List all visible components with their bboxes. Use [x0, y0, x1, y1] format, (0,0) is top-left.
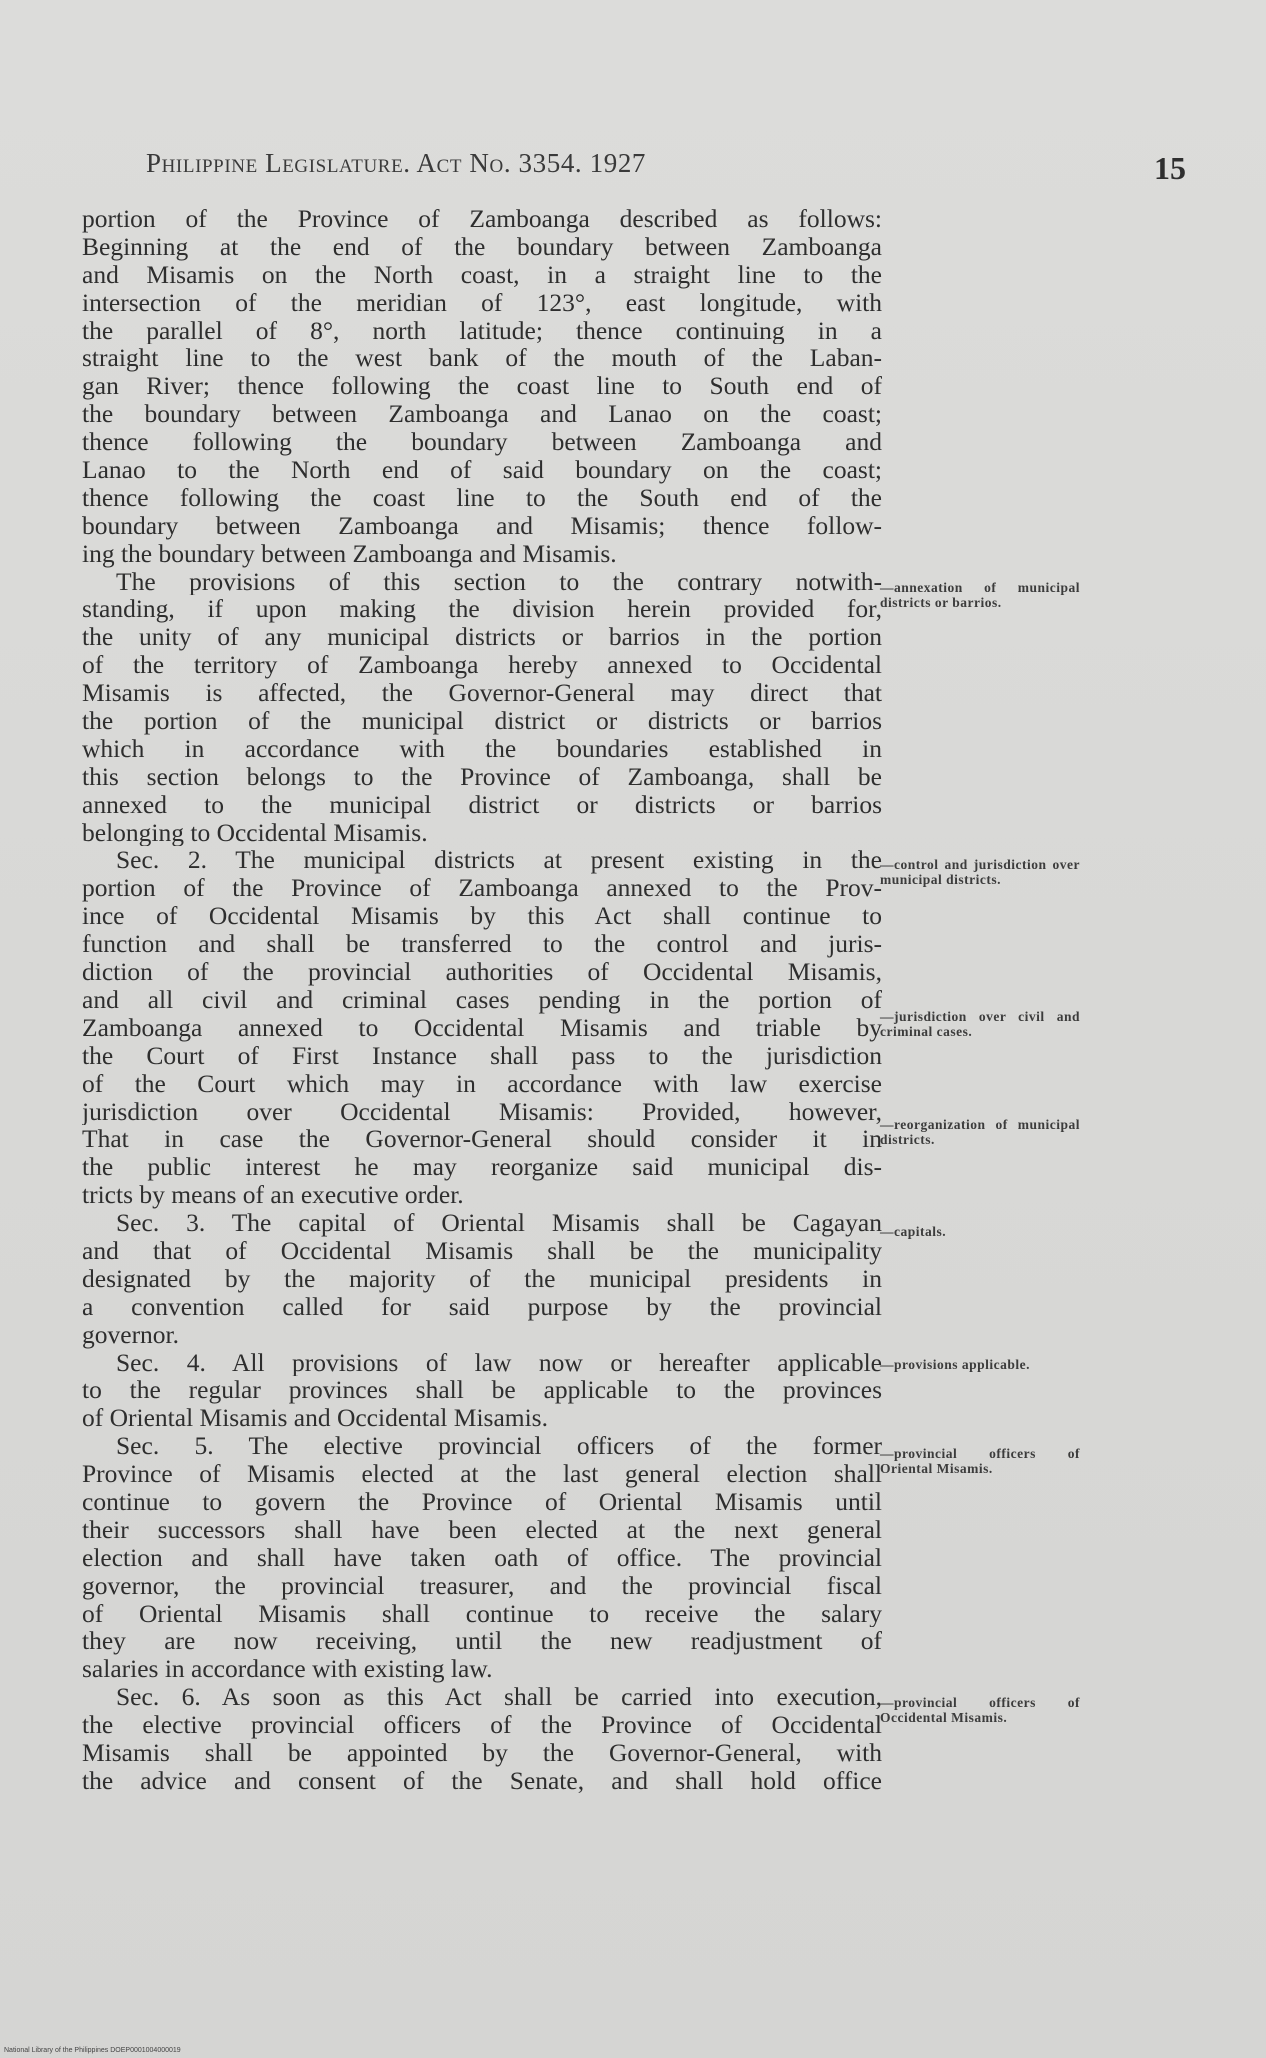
body-text [82, 205, 882, 1795]
text-line: thence following the coast line to the South end of the [82, 483, 882, 512]
scan-footer: National Library of the Philippines DOEP0001004000019 [4, 2047, 181, 2054]
text-line: intersection of the meridian of 123°, east longitude, with [82, 288, 882, 317]
text-line: boundary between Zamboanga and Misamis; thence follow- [82, 511, 882, 540]
text-line: and that of Occidental Misamis shall be the municipality [82, 1236, 882, 1265]
text-line: which in accordance with the boundaries established in [82, 734, 882, 763]
text-line: governor, the provincial treasurer, and the provincial fiscal [82, 1571, 882, 1600]
margin-note: —jurisdiction over civil and criminal cases. [880, 1009, 1080, 1039]
text-line: they are now receiving, until the new readjustment of [82, 1627, 882, 1656]
text-line: their successors shall have been elected at the next general [82, 1515, 882, 1544]
text-line: Sec. 5. The elective provincial officers of the former [116, 1432, 882, 1461]
text-line: The provisions of this section to the contrary notwith- [116, 567, 882, 596]
text-line: the portion of the municipal district or districts or barrios [82, 707, 882, 735]
text-line: salaries in accordance with existing law. [82, 1655, 493, 1684]
text-line: standing, if upon making the division herein provided for, [82, 595, 882, 624]
text-line: designated by the majority of the municipal presidents in [82, 1264, 882, 1293]
text-line: belonging to Occidental Misamis. [82, 818, 428, 847]
text-line: Sec. 3. The capital of Oriental Misamis shall be Cagayan [116, 1209, 882, 1237]
text-line: the public interest he may reorganize said municipal dis- [82, 1153, 882, 1182]
text-line: function and shall be transferred to the control and juris- [82, 930, 882, 959]
text-line: the unity of any municipal districts or barrios in the portion [82, 623, 882, 652]
text-line: Province of Misamis elected at the last general election shall [82, 1460, 882, 1488]
text-line: governor. [82, 1320, 180, 1349]
margin-note: —provisions applicable. [880, 1357, 1031, 1372]
text-line: of Oriental Misamis and Occidental Misamis. [82, 1404, 548, 1433]
margin-note: —annexation of municipal districts or barrios. [880, 580, 1080, 610]
text-line: Lanao to the North end of said boundary on the coast; [82, 456, 882, 484]
text-line: and all civil and criminal cases pending in the portion of [82, 985, 882, 1014]
text-line: portion of the Province of Zamboanga described as follows: [82, 205, 882, 233]
text-line: Zamboanga annexed to Occidental Misamis and triable by [82, 1013, 882, 1042]
text-line: continue to govern the Province of Oriental Misamis until [82, 1487, 882, 1516]
running-header: Philippine Legislature. Act No. 3354. 1927 [146, 148, 647, 178]
text-line: Sec. 4. All provisions of law now or hereafter applicable [116, 1348, 882, 1377]
text-line: Misamis shall be appointed by the Governor-General, with [82, 1738, 882, 1767]
text-line: this section belongs to the Province of Zamboanga, shall be [82, 762, 882, 791]
text-line: That in case the Governor-General should consider it in [82, 1125, 882, 1154]
text-line: ing the boundary between Zamboanga and Misamis. [82, 539, 617, 568]
text-line: of Oriental Misamis shall continue to receive the salary [82, 1599, 882, 1628]
margin-note: —provincial officers of Oriental Misamis. [880, 1446, 1080, 1476]
text-line: the advice and consent of the Senate, and shall hold office [82, 1766, 882, 1795]
text-line: Sec. 2. The municipal districts at present existing in the [116, 846, 882, 875]
text-line: ince of Occidental Misamis by this Act shall continue to [82, 902, 882, 931]
text-line: the Court of First Instance shall pass to the jurisdiction [82, 1041, 882, 1070]
text-line: jurisdiction over Occidental Misamis: Provided, however, [82, 1097, 882, 1126]
text-line: of the territory of Zamboanga hereby annexed to Occidental [82, 651, 882, 680]
text-line: straight line to the west bank of the mouth of the Laban- [82, 344, 882, 373]
text-line: Misamis is affected, the Governor-General may direct that [82, 679, 882, 708]
text-line: the elective provincial officers of the Province of Occidental [82, 1711, 882, 1739]
text-line: Beginning at the end of the boundary between Zamboanga [82, 232, 882, 261]
page-number: 15 [1154, 150, 1186, 186]
text-line: annexed to the municipal district or districts or barrios [82, 790, 882, 819]
text-line: thence following the boundary between Zamboanga and [82, 428, 882, 457]
margin-note: —capitals. [880, 1224, 947, 1239]
text-line: a convention called for said purpose by the provincial [82, 1292, 882, 1321]
text-line: portion of the Province of Zamboanga annexed to the Prov- [82, 874, 882, 903]
text-line: tricts by means of an executive order. [82, 1181, 464, 1210]
text-line: the boundary between Zamboanga and Lanao on the coast; [82, 400, 882, 429]
margin-note: —reorganization of municipal districts. [880, 1117, 1080, 1147]
text-line: election and shall have taken oath of office. The provincial [82, 1543, 882, 1572]
text-line: of the Court which may in accordance with law exercise [82, 1069, 882, 1098]
text-line: gan River; thence following the coast line to South end of [82, 372, 882, 401]
text-line: to the regular provinces shall be applicable to the provinces [82, 1376, 882, 1405]
text-line: the parallel of 8°, north latitude; thence continuing in a [82, 316, 882, 345]
text-line: and Misamis on the North coast, in a straight line to the [82, 260, 882, 289]
text-line: Sec. 6. As soon as this Act shall be carried into execution, [116, 1683, 882, 1712]
text-line: diction of the provincial authorities of Occidental Misamis, [82, 958, 882, 986]
margin-note: —control and jurisdiction over municipal districts. [880, 857, 1080, 887]
margin-note: —provincial officers of Occidental Misamis. [880, 1695, 1080, 1725]
